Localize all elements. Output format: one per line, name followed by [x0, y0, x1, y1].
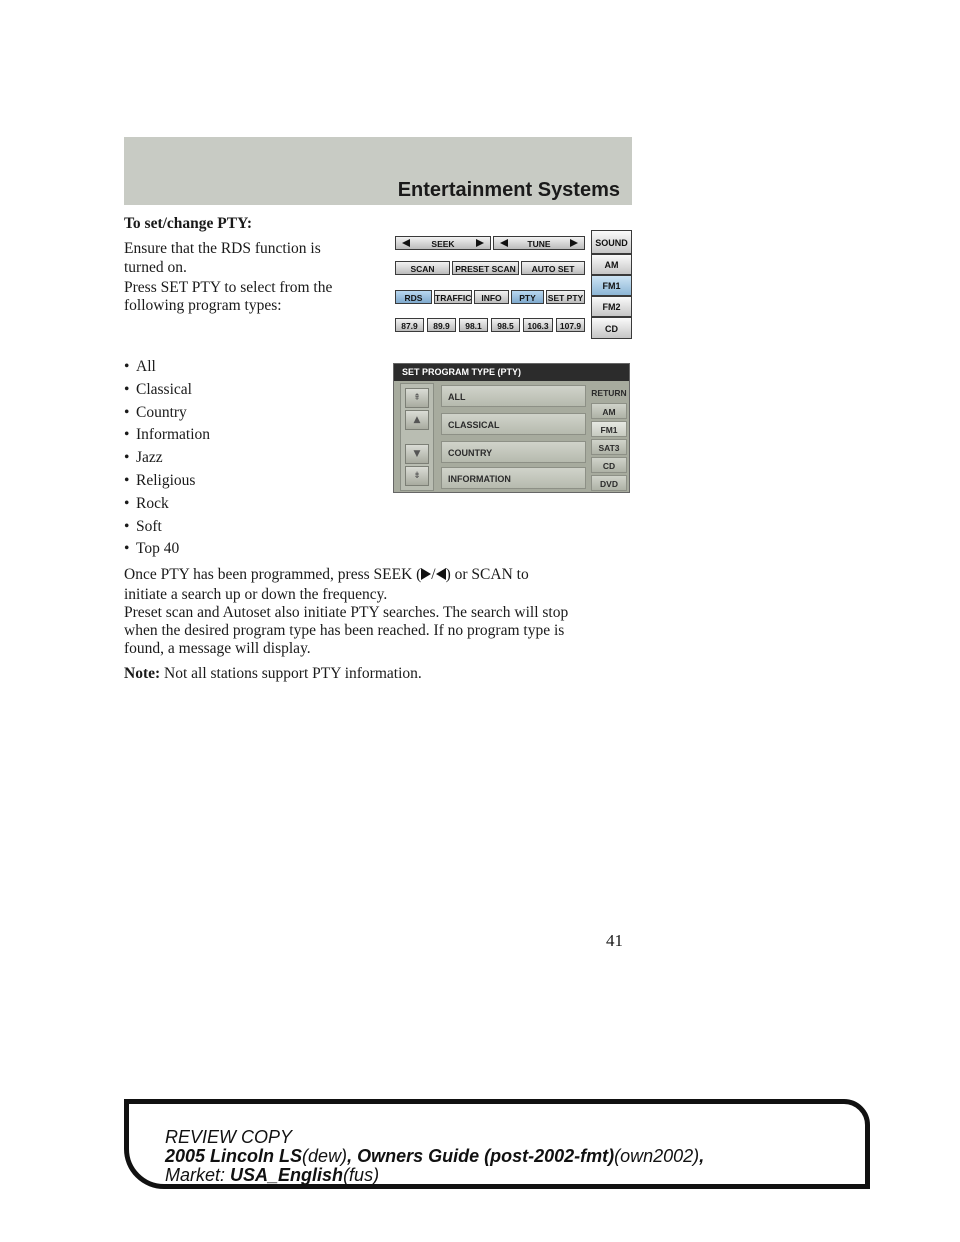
program-type-label: Religious [136, 471, 196, 489]
note [124, 664, 422, 683]
cd-button: CD [591, 317, 632, 339]
pty-item-information: INFORMATION [441, 467, 586, 489]
section-header [124, 137, 632, 205]
review-market-line [165, 1165, 379, 1185]
fm1-button: FM1 [591, 275, 632, 296]
bullet-dot: • [124, 403, 130, 421]
program-type-item [124, 402, 210, 425]
page-down-icon: ⇟ [405, 466, 429, 486]
intro-line-1: Ensure that the RDS function is [124, 240, 321, 257]
program-type-label: Classical [136, 380, 192, 398]
seek-line-3: Preset scan and Autoset also initiate PTY searches. The search will stop [124, 604, 569, 621]
program-type-list [124, 356, 210, 561]
return-button: RETURN [591, 388, 627, 398]
program-type-item [124, 470, 210, 493]
seek-down-icon-inline [436, 568, 446, 580]
pty-screen-illustration [393, 363, 630, 493]
intro-line-4: following program types: [124, 297, 282, 314]
seek-down-icon [402, 239, 410, 247]
seek-up-icon-inline [421, 568, 431, 580]
bullet-dot: • [124, 426, 130, 444]
note-label: Note: [124, 665, 161, 682]
footer-market-code: (fus) [343, 1165, 380, 1185]
footer-guide-code: (own2002) [614, 1146, 700, 1166]
seek-line-5: found, a message will display. [124, 640, 311, 657]
program-type-label: All [136, 358, 156, 375]
pty-sat3-button: SAT3 [591, 439, 627, 455]
review-copy-label: REVIEW COPY [165, 1127, 293, 1147]
scroll-column [400, 383, 434, 491]
sound-button: SOUND [591, 230, 632, 254]
rds-button: RDS [395, 290, 432, 304]
seek-slash: / [431, 566, 436, 583]
review-model-line [165, 1146, 704, 1166]
program-type-item [124, 516, 210, 539]
preset-3: 98.1 [459, 318, 488, 332]
bullet-dot: • [124, 494, 130, 512]
pty-item-country: COUNTRY [441, 441, 586, 463]
pty-cd-button: CD [591, 457, 627, 473]
footer-guide: Owners Guide (post-2002-fmt) [357, 1146, 615, 1166]
preset-2: 89.9 [427, 318, 456, 332]
program-type-item [124, 493, 210, 516]
scroll-up-icon: ▲ [405, 410, 429, 430]
bullet-dot: • [124, 358, 130, 375]
footer-model: 2005 Lincoln LS [165, 1146, 303, 1166]
pty-dvd-button: DVD [591, 475, 627, 491]
footer-sep-2: , [699, 1146, 705, 1166]
program-type-item [124, 379, 210, 402]
preset-6: 107.9 [556, 318, 585, 332]
pty-am-button: AM [591, 403, 627, 419]
seek-line-2: initiate a search up or down the frequency. [124, 586, 388, 603]
traffic-button: TRAFFIC [434, 290, 472, 304]
footer-market-label: Market: [165, 1165, 226, 1185]
pty-item-all: ALL [441, 385, 586, 407]
pty-button: PTY [511, 290, 544, 304]
bullet-dot: • [124, 380, 130, 398]
scroll-down-icon: ▼ [405, 444, 429, 464]
tune-down-icon [500, 239, 508, 247]
seek-text-before: Once PTY has been programmed, press SEEK ( [124, 566, 422, 583]
section-title: Entertainment Systems [397, 179, 620, 201]
program-type-label: Soft [136, 517, 162, 535]
seek-text-after: ) or SCAN to [445, 566, 529, 583]
seek-label: SEEK [431, 239, 455, 249]
fm2-button: FM2 [591, 296, 632, 317]
pty-screen-title: SET PROGRAM TYPE (PTY) [394, 364, 629, 381]
preset-5: 106.3 [523, 318, 553, 332]
page-number: 41 [606, 931, 623, 950]
seek-up-icon [476, 239, 484, 247]
seek-line-1 [124, 565, 529, 584]
footer-model-code: (dew) [302, 1146, 348, 1166]
tune-button [493, 236, 585, 250]
bullet-dot: • [124, 517, 130, 535]
pty-item-classical: CLASSICAL [441, 413, 586, 435]
bullet-dot: • [124, 449, 130, 467]
intro-line-2: turned on. [124, 259, 187, 276]
program-type-item [124, 424, 210, 447]
preset-1: 87.9 [395, 318, 424, 332]
intro-line-3: Press SET PTY to select from the [124, 279, 333, 296]
footer-market: USA_English [230, 1165, 344, 1185]
set-pty-button: SET PTY [546, 290, 585, 304]
am-button: AM [591, 254, 632, 275]
preset-4: 98.5 [491, 318, 520, 332]
program-type-label: Country [136, 403, 187, 421]
program-type-label: Rock [136, 494, 169, 512]
scan-button: SCAN [395, 261, 450, 275]
program-type-label: Information [136, 426, 211, 444]
auto-set-button: AUTO SET [521, 261, 585, 275]
program-type-item [124, 356, 210, 379]
program-type-item [124, 447, 210, 470]
bullet-dot: • [124, 540, 130, 558]
program-type-item [124, 538, 210, 561]
tune-label: TUNE [527, 239, 551, 249]
program-type-label: Jazz [136, 449, 163, 467]
seek-line-4: when the desired program type has been reached. If no program type is [124, 622, 565, 639]
seek-button [395, 236, 491, 250]
program-type-label: Top 40 [136, 540, 180, 558]
note-text: Not all stations support PTY information. [164, 665, 422, 682]
intro-heading: To set/change PTY: [124, 215, 253, 232]
pty-fm1-button: FM1 [591, 421, 627, 437]
bullet-dot: • [124, 471, 130, 489]
radio-panel-illustration [393, 228, 632, 343]
info-button: INFO [474, 290, 509, 304]
footer-sep-1: , [347, 1146, 358, 1166]
preset-scan-button: PRESET SCAN [452, 261, 519, 275]
tune-up-icon [570, 239, 578, 247]
page-up-icon: ⇞ [405, 388, 429, 408]
